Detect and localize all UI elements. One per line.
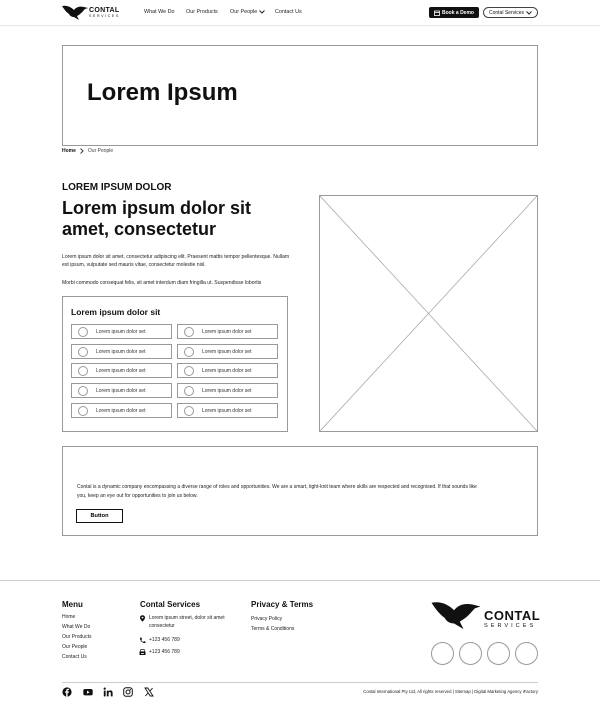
chevron-right-icon	[80, 148, 84, 154]
services-dropdown[interactable]	[483, 7, 538, 18]
bird-logo-icon	[62, 4, 88, 21]
option-item[interactable]	[177, 383, 278, 398]
footer-link-privacy-policy[interactable]: Privacy Policy	[251, 616, 283, 622]
radio-circle-icon[interactable]	[184, 386, 194, 396]
option-label: Lorem ipsum dolor set	[202, 328, 252, 335]
youtube-icon[interactable]	[83, 687, 93, 697]
phone-icon	[139, 637, 146, 644]
bird-logo-icon	[430, 599, 482, 631]
radio-circle-icon[interactable]	[184, 366, 194, 376]
footer-badge-circle[interactable]	[515, 642, 538, 665]
breadcrumb-current: Our People	[87, 148, 114, 154]
footer-fax: +123 456 789	[149, 649, 180, 655]
option-item[interactable]	[177, 344, 278, 359]
option-item[interactable]	[71, 383, 172, 398]
footer-link-terms[interactable]: Terms & Conditions	[251, 626, 295, 632]
x-icon[interactable]	[144, 687, 154, 697]
site-footer	[0, 580, 600, 713]
careers-text: Contal is a dynamic company encompassing a diverse range of roles and opportunities. We are a smart, tight-knit team where skills are respected and recognised. If that sounds like you, keep an eye out for opportunities to join us below.	[77, 484, 477, 499]
option-item[interactable]	[71, 403, 172, 418]
calendar-icon	[434, 10, 440, 16]
intro-paragraph: Lorem ipsum dolor sit amet, consectetur adipiscing elit. Praesent mattis tempor pellentesque. Nullam est ipsum, vulputate sed mauris vitae, consectetur molestie nisl.	[62, 254, 290, 269]
footer-menu-heading: Menu	[62, 600, 83, 609]
footer-privacy-heading: Privacy & Terms	[251, 600, 314, 609]
section-eyebrow: LOREM IPSUM DOLOR	[62, 182, 172, 193]
instagram-icon[interactable]	[123, 687, 133, 697]
option-label: Lorem ipsum dolor set	[96, 387, 146, 394]
footer-logo-subtitle: SERVICES	[484, 622, 537, 629]
hero-banner	[62, 45, 538, 146]
nav-our-products[interactable]: Our Products	[186, 9, 218, 15]
footer-badge-circle[interactable]	[431, 642, 454, 665]
header-logo[interactable]	[62, 4, 120, 21]
option-label: Lorem ipsum dolor set	[202, 367, 252, 374]
footer-link-our-products[interactable]: Our Products	[62, 634, 92, 640]
footer-link-what-we-do[interactable]: What We Do	[62, 624, 91, 630]
footer-phone[interactable]: +123 456 789	[149, 637, 180, 643]
footer-divider	[62, 682, 538, 683]
hero-title: Lorem Ipsum	[87, 79, 238, 106]
footer-link-home[interactable]: Home	[62, 614, 76, 620]
option-item[interactable]	[177, 363, 278, 378]
footer-link-contact-us[interactable]: Contact Us	[62, 654, 87, 660]
radio-circle-icon[interactable]	[78, 327, 88, 337]
checkbox-panel	[62, 296, 288, 432]
services-dropdown-label: Contal Services	[488, 9, 524, 16]
footer-badge-circle[interactable]	[459, 642, 482, 665]
option-item[interactable]	[71, 344, 172, 359]
secondary-paragraph: Morbi commodo consequat felis, sit amet interdum diam fringilla ut. Suspendisse lobortis	[62, 280, 262, 286]
radio-circle-icon[interactable]	[78, 347, 88, 357]
footer-contact-heading: Contal Services	[140, 600, 201, 609]
footer-legal: Contal International Pty Ltd, All rights reserved | Sitemap | Digital Marketing Agency iFactory	[363, 689, 538, 694]
chevron-down-icon	[526, 11, 532, 15]
option-label: Lorem ipsum dolor set	[96, 328, 146, 335]
location-pin-icon	[139, 615, 146, 622]
nav-what-we-do[interactable]: What We Do	[144, 9, 175, 15]
radio-circle-icon[interactable]	[184, 406, 194, 416]
linkedin-icon[interactable]	[103, 687, 113, 697]
careers-info-box	[62, 446, 538, 536]
logo-subtitle: SERVICES	[89, 13, 120, 18]
radio-circle-icon[interactable]	[78, 406, 88, 416]
primary-button[interactable]: Button	[76, 509, 123, 523]
breadcrumb-home[interactable]: Home	[62, 148, 76, 154]
radio-circle-icon[interactable]	[78, 366, 88, 376]
logo-wordmark: CONTAL	[89, 6, 120, 14]
option-item[interactable]	[177, 324, 278, 339]
radio-circle-icon[interactable]	[184, 347, 194, 357]
section-heading: Lorem ipsum dolor sit amet, consectetur	[62, 198, 252, 239]
option-label: Lorem ipsum dolor set	[96, 367, 146, 374]
nav-our-people-label: Our People	[230, 9, 258, 15]
nav-contact-us[interactable]: Contact Us	[275, 9, 302, 15]
option-label: Lorem ipsum dolor set	[96, 407, 146, 414]
nav-our-people[interactable]	[230, 9, 265, 15]
option-item[interactable]	[177, 403, 278, 418]
radio-circle-icon[interactable]	[184, 327, 194, 337]
footer-badge-circle[interactable]	[487, 642, 510, 665]
chevron-down-icon	[259, 10, 265, 14]
facebook-icon[interactable]	[62, 687, 72, 697]
site-header	[0, 0, 600, 26]
footer-logo[interactable]	[430, 599, 540, 631]
option-label: Lorem ipsum dolor set	[202, 387, 252, 394]
radio-circle-icon[interactable]	[78, 386, 88, 396]
option-item[interactable]	[71, 363, 172, 378]
option-label: Lorem ipsum dolor set	[96, 348, 146, 355]
book-demo-button[interactable]	[429, 7, 479, 18]
fax-icon	[139, 649, 146, 656]
breadcrumb	[62, 148, 113, 154]
footer-link-our-people[interactable]: Our People	[62, 644, 88, 650]
panel-title: Lorem ipsum dolor sit	[71, 307, 161, 317]
option-item[interactable]	[71, 324, 172, 339]
footer-logo-wordmark: CONTAL	[484, 607, 541, 623]
option-label: Lorem ipsum dolor set	[202, 348, 252, 355]
placeholder-cross-icon	[320, 196, 537, 431]
book-demo-label: Book a Demo	[442, 9, 474, 16]
option-label: Lorem ipsum dolor set	[202, 407, 252, 414]
image-placeholder	[319, 195, 538, 432]
footer-address: Lorem ipsum street, dolor sit amet consectetur	[149, 615, 225, 629]
